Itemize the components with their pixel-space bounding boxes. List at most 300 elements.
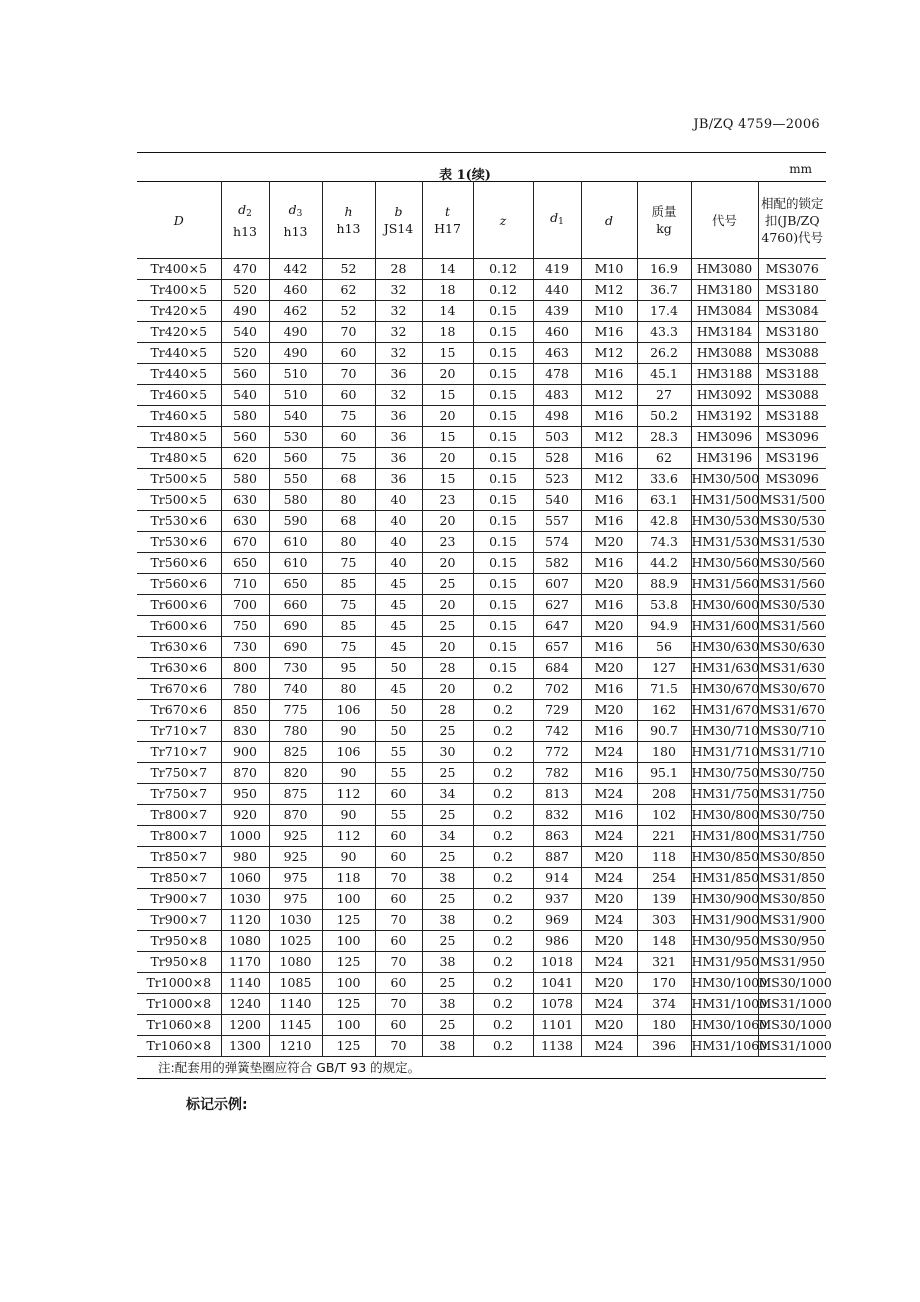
table-cell: 70: [322, 364, 375, 385]
table-title: 表 1(续): [439, 168, 491, 183]
table-cell: MS30/530: [758, 511, 826, 532]
table-cell: 0.15: [473, 364, 533, 385]
table-cell: HM30/670: [691, 679, 758, 700]
table-cell: 0.2: [473, 910, 533, 931]
table-row: [137, 427, 826, 448]
table-cell: M16: [581, 637, 637, 658]
table-cell: 650: [269, 574, 322, 595]
table-cell: MS3180: [758, 280, 826, 301]
table-cell: 1018: [533, 952, 581, 973]
table-cell: M24: [581, 826, 637, 847]
example-heading: 标记示例:: [186, 1097, 248, 1113]
table-cell: Tr950×8: [137, 952, 221, 973]
table-cell: 74.3: [637, 532, 691, 553]
table-cell: MS30/630: [758, 637, 826, 658]
table-cell: Tr400×5: [137, 259, 221, 280]
table-cell: HM31/670: [691, 700, 758, 721]
table-cell: 1030: [221, 889, 269, 910]
table-cell: HM3096: [691, 427, 758, 448]
table-cell: 462: [269, 301, 322, 322]
table-cell: 254: [637, 868, 691, 889]
table-cell: 75: [322, 595, 375, 616]
table-cell: 0.15: [473, 511, 533, 532]
table-cell: 1101: [533, 1015, 581, 1036]
table-cell: 470: [221, 259, 269, 280]
table-cell: 28: [422, 700, 473, 721]
table-cell: 887: [533, 847, 581, 868]
header-row: [137, 182, 826, 259]
table-cell: 60: [375, 931, 422, 952]
table-cell: 660: [269, 595, 322, 616]
table-cell: 650: [221, 553, 269, 574]
table-cell: 870: [221, 763, 269, 784]
table-cell: Tr600×6: [137, 595, 221, 616]
table-cell: 980: [221, 847, 269, 868]
spec-table: [137, 181, 832, 1057]
table-cell: 560: [221, 364, 269, 385]
table-cell: 0.15: [473, 532, 533, 553]
table-cell: 419: [533, 259, 581, 280]
table-cell: 0.2: [473, 994, 533, 1015]
table-cell: HM3084: [691, 301, 758, 322]
table-cell: MS30/850: [758, 889, 826, 910]
table-cell: 670: [221, 532, 269, 553]
table-cell: M16: [581, 406, 637, 427]
table-cell: 870: [269, 805, 322, 826]
table-cell: 56: [637, 637, 691, 658]
table-cell: Tr600×6: [137, 616, 221, 637]
table-cell: MS30/850: [758, 847, 826, 868]
table-cell: 32: [375, 280, 422, 301]
table-cell: HM30/1000: [691, 973, 758, 994]
table-cell: 0.15: [473, 343, 533, 364]
table-cell: 560: [269, 448, 322, 469]
table-cell: MS31/500: [758, 490, 826, 511]
table-cell: M20: [581, 847, 637, 868]
table-cell: 925: [269, 826, 322, 847]
table-cell: Tr440×5: [137, 343, 221, 364]
table-cell: M20: [581, 532, 637, 553]
header-d2: $d_2$ h13: [221, 182, 269, 259]
table-cell: 490: [269, 343, 322, 364]
table-cell: 45: [375, 637, 422, 658]
table-cell: 0.2: [473, 1015, 533, 1036]
table-cell: 20: [422, 448, 473, 469]
table-row: [137, 490, 826, 511]
table-cell: 1138: [533, 1036, 581, 1057]
table-cell: MS31/530: [758, 532, 826, 553]
table-cell: 730: [221, 637, 269, 658]
table-cell: 1080: [221, 931, 269, 952]
table-cell: 32: [375, 385, 422, 406]
table-cell: 975: [269, 889, 322, 910]
table-cell: 0.15: [473, 427, 533, 448]
table-cell: 85: [322, 574, 375, 595]
table-row: [137, 364, 826, 385]
table-cell: 0.15: [473, 448, 533, 469]
table-cell: 162: [637, 700, 691, 721]
table-cell: Tr1000×8: [137, 994, 221, 1015]
table-cell: M20: [581, 574, 637, 595]
table-cell: 1080: [269, 952, 322, 973]
table-cell: MS30/750: [758, 763, 826, 784]
table-cell: 32: [375, 343, 422, 364]
table-row: [137, 658, 826, 679]
table-cell: 55: [375, 763, 422, 784]
table-cell: 684: [533, 658, 581, 679]
table-cell: HM31/850: [691, 868, 758, 889]
table-cell: 0.15: [473, 406, 533, 427]
table-cell: 125: [322, 1036, 375, 1057]
table-row: [137, 322, 826, 343]
table-cell: 20: [422, 595, 473, 616]
table-cell: HM31/900: [691, 910, 758, 931]
table-cell: 15: [422, 343, 473, 364]
table-cell: Tr500×5: [137, 490, 221, 511]
table-cell: 45: [375, 595, 422, 616]
header-t: t H17: [422, 182, 473, 259]
table-cell: 26.2: [637, 343, 691, 364]
table-cell: 36: [375, 427, 422, 448]
table-cell: 832: [533, 805, 581, 826]
table-cell: 118: [637, 847, 691, 868]
table-cell: 118: [322, 868, 375, 889]
table-cell: HM3188: [691, 364, 758, 385]
table-cell: Tr460×5: [137, 406, 221, 427]
table-cell: 43.3: [637, 322, 691, 343]
table-cell: 80: [322, 679, 375, 700]
table-cell: 102: [637, 805, 691, 826]
table-cell: Tr750×7: [137, 763, 221, 784]
table-cell: 530: [269, 427, 322, 448]
table-cell: 374: [637, 994, 691, 1015]
table-cell: 0.15: [473, 490, 533, 511]
table-cell: 850: [221, 700, 269, 721]
table-cell: HM31/630: [691, 658, 758, 679]
table-cell: MS30/750: [758, 805, 826, 826]
table-cell: MS3076: [758, 259, 826, 280]
table-cell: 510: [269, 364, 322, 385]
table-cell: 40: [375, 532, 422, 553]
table-cell: 863: [533, 826, 581, 847]
table-cell: 17.4: [637, 301, 691, 322]
table-cell: 60: [375, 889, 422, 910]
table-cell: Tr420×5: [137, 301, 221, 322]
table-cell: 52: [322, 301, 375, 322]
table-cell: HM30/750: [691, 763, 758, 784]
table-cell: 112: [322, 784, 375, 805]
table-cell: Tr850×7: [137, 847, 221, 868]
table-cell: M20: [581, 616, 637, 637]
table-cell: 45.1: [637, 364, 691, 385]
table-cell: 30: [422, 742, 473, 763]
table-cell: 1025: [269, 931, 322, 952]
table-cell: 100: [322, 973, 375, 994]
table-cell: 0.15: [473, 469, 533, 490]
table-cell: 540: [221, 322, 269, 343]
table-row: [137, 679, 826, 700]
table-cell: MS31/560: [758, 616, 826, 637]
table-cell: 60: [375, 826, 422, 847]
table-cell: 1145: [269, 1015, 322, 1036]
table-cell: 32: [375, 322, 422, 343]
table-cell: 25: [422, 616, 473, 637]
table-cell: 490: [221, 301, 269, 322]
table-cell: M24: [581, 742, 637, 763]
table-cell: M12: [581, 427, 637, 448]
table-cell: 50.2: [637, 406, 691, 427]
table-cell: M24: [581, 952, 637, 973]
table-cell: HM31/710: [691, 742, 758, 763]
table-cell: Tr800×7: [137, 805, 221, 826]
table-cell: 303: [637, 910, 691, 931]
table-cell: 0.15: [473, 574, 533, 595]
table-cell: 1200: [221, 1015, 269, 1036]
table-cell: 875: [269, 784, 322, 805]
table-cell: 106: [322, 700, 375, 721]
table-cell: 820: [269, 763, 322, 784]
table-cell: 780: [269, 721, 322, 742]
table-cell: 0.15: [473, 385, 533, 406]
table-cell: 540: [533, 490, 581, 511]
table-cell: 80: [322, 532, 375, 553]
table-row: [137, 805, 826, 826]
table-cell: 1041: [533, 973, 581, 994]
table-cell: 772: [533, 742, 581, 763]
table-cell: MS3088: [758, 343, 826, 364]
header-d1: $d_1$: [533, 182, 581, 259]
table-cell: HM31/500: [691, 490, 758, 511]
table-cell: 1140: [269, 994, 322, 1015]
table-row: [137, 847, 826, 868]
table-cell: 32: [375, 301, 422, 322]
table-cell: 100: [322, 1015, 375, 1036]
table-cell: Tr530×6: [137, 511, 221, 532]
table-row: [137, 553, 826, 574]
table-cell: 28: [375, 259, 422, 280]
table-cell: M12: [581, 343, 637, 364]
table-row: [137, 469, 826, 490]
table-cell: 25: [422, 721, 473, 742]
table-cell: M16: [581, 595, 637, 616]
table-cell: 813: [533, 784, 581, 805]
table-cell: 88.9: [637, 574, 691, 595]
table-cell: 60: [322, 343, 375, 364]
table-cell: 94.9: [637, 616, 691, 637]
table-cell: HM31/530: [691, 532, 758, 553]
table-cell: Tr500×5: [137, 469, 221, 490]
table-cell: 60: [375, 1015, 422, 1036]
table-cell: 523: [533, 469, 581, 490]
table-cell: MS30/1000: [758, 1015, 826, 1036]
table-cell: MS3088: [758, 385, 826, 406]
table-cell: 25: [422, 973, 473, 994]
table-cell: Tr400×5: [137, 280, 221, 301]
header-lock-code: 相配的锁定 扣(JB/ZQ 4760)代号: [758, 182, 826, 259]
table-cell: M24: [581, 910, 637, 931]
table-cell: 647: [533, 616, 581, 637]
table-cell: 25: [422, 847, 473, 868]
table-cell: 702: [533, 679, 581, 700]
table-cell: Tr530×6: [137, 532, 221, 553]
table-cell: 15: [422, 469, 473, 490]
table-cell: M16: [581, 511, 637, 532]
table-cell: Tr750×7: [137, 784, 221, 805]
table-cell: Tr850×7: [137, 868, 221, 889]
table-cell: 0.2: [473, 826, 533, 847]
table-cell: MS31/710: [758, 742, 826, 763]
table-cell: 25: [422, 1015, 473, 1036]
table-cell: HM3080: [691, 259, 758, 280]
table-cell: Tr670×6: [137, 679, 221, 700]
table-cell: 0.2: [473, 931, 533, 952]
table-cell: 68: [322, 469, 375, 490]
table-cell: 0.15: [473, 658, 533, 679]
table-cell: 25: [422, 889, 473, 910]
table-cell: Tr560×6: [137, 574, 221, 595]
table-cell: 775: [269, 700, 322, 721]
table-cell: 0.2: [473, 700, 533, 721]
table-cell: MS31/1000: [758, 994, 826, 1015]
table-cell: 125: [322, 910, 375, 931]
table-cell: 25: [422, 931, 473, 952]
table-cell: M24: [581, 868, 637, 889]
table-cell: MS3196: [758, 448, 826, 469]
table-row: [137, 1036, 826, 1057]
table-cell: HM3196: [691, 448, 758, 469]
table-cell: M10: [581, 259, 637, 280]
table-row: [137, 385, 826, 406]
table-cell: 0.2: [473, 1036, 533, 1057]
table-cell: 125: [322, 952, 375, 973]
table-cell: Tr440×5: [137, 364, 221, 385]
table-row: [137, 616, 826, 637]
table-cell: 62: [322, 280, 375, 301]
table-cell: HM30/630: [691, 637, 758, 658]
table-cell: 20: [422, 553, 473, 574]
table-cell: 950: [221, 784, 269, 805]
table-cell: 710: [221, 574, 269, 595]
table-cell: Tr480×5: [137, 448, 221, 469]
table-cell: HM30/560: [691, 553, 758, 574]
table-cell: 25: [422, 805, 473, 826]
table-cell: 100: [322, 889, 375, 910]
table-cell: 440: [533, 280, 581, 301]
table-cell: 80: [322, 490, 375, 511]
table-cell: 70: [375, 910, 422, 931]
table-cell: 582: [533, 553, 581, 574]
table-cell: Tr460×5: [137, 385, 221, 406]
table-cell: 1030: [269, 910, 322, 931]
table-cell: 1240: [221, 994, 269, 1015]
table-cell: 0.2: [473, 952, 533, 973]
table-cell: 740: [269, 679, 322, 700]
table-cell: M20: [581, 889, 637, 910]
table-cell: Tr630×6: [137, 658, 221, 679]
table-row: [137, 763, 826, 784]
table-cell: Tr1060×8: [137, 1015, 221, 1036]
table-cell: 627: [533, 595, 581, 616]
table-cell: 36: [375, 406, 422, 427]
table-cell: 557: [533, 511, 581, 532]
table-cell: 520: [221, 280, 269, 301]
table-cell: 825: [269, 742, 322, 763]
table-cell: 780: [221, 679, 269, 700]
table-cell: 630: [221, 511, 269, 532]
table-cell: M16: [581, 490, 637, 511]
table-cell: M20: [581, 1015, 637, 1036]
header-b: b JS14: [375, 182, 422, 259]
table-cell: 50: [375, 721, 422, 742]
header-z: z: [473, 182, 533, 259]
table-cell: Tr950×8: [137, 931, 221, 952]
table-cell: M16: [581, 322, 637, 343]
table-cell: M12: [581, 385, 637, 406]
table-cell: M12: [581, 469, 637, 490]
table-cell: 0.2: [473, 889, 533, 910]
table-row: [137, 301, 826, 322]
table-cell: 0.2: [473, 763, 533, 784]
table-cell: 540: [269, 406, 322, 427]
table-cell: 90: [322, 763, 375, 784]
table-cell: 0.15: [473, 595, 533, 616]
table-cell: MS31/750: [758, 784, 826, 805]
table-cell: 830: [221, 721, 269, 742]
table-cell: 0.2: [473, 973, 533, 994]
table-cell: Tr800×7: [137, 826, 221, 847]
table-cell: 1078: [533, 994, 581, 1015]
table-cell: 53.8: [637, 595, 691, 616]
table-cell: HM31/800: [691, 826, 758, 847]
table-cell: 900: [221, 742, 269, 763]
table-cell: 28: [422, 658, 473, 679]
table-cell: MS3188: [758, 406, 826, 427]
table-cell: 742: [533, 721, 581, 742]
table-cell: Tr710×7: [137, 742, 221, 763]
table-cell: MS31/560: [758, 574, 826, 595]
table-cell: 38: [422, 994, 473, 1015]
table-cell: 23: [422, 490, 473, 511]
table-cell: 45: [375, 679, 422, 700]
table-cell: MS3180: [758, 322, 826, 343]
table-cell: 90.7: [637, 721, 691, 742]
table-cell: 70: [375, 994, 422, 1015]
table-cell: 1000: [221, 826, 269, 847]
table-cell: 0.2: [473, 784, 533, 805]
table-cell: 580: [221, 469, 269, 490]
table-cell: 75: [322, 406, 375, 427]
table-cell: 729: [533, 700, 581, 721]
table-cell: M24: [581, 994, 637, 1015]
table-cell: 112: [322, 826, 375, 847]
table-cell: 0.15: [473, 301, 533, 322]
standard-code: JB/ZQ 4759—2006: [693, 117, 820, 132]
table-row: [137, 448, 826, 469]
table-cell: M16: [581, 448, 637, 469]
table-cell: 750: [221, 616, 269, 637]
table-cell: 439: [533, 301, 581, 322]
table-cell: 937: [533, 889, 581, 910]
table-cell: MS30/560: [758, 553, 826, 574]
table-cell: 986: [533, 931, 581, 952]
table-cell: 55: [375, 742, 422, 763]
table-cell: 70: [375, 952, 422, 973]
table-cell: 690: [269, 616, 322, 637]
table-cell: 20: [422, 364, 473, 385]
table-cell: HM3092: [691, 385, 758, 406]
table-cell: 208: [637, 784, 691, 805]
table-cell: HM31/750: [691, 784, 758, 805]
